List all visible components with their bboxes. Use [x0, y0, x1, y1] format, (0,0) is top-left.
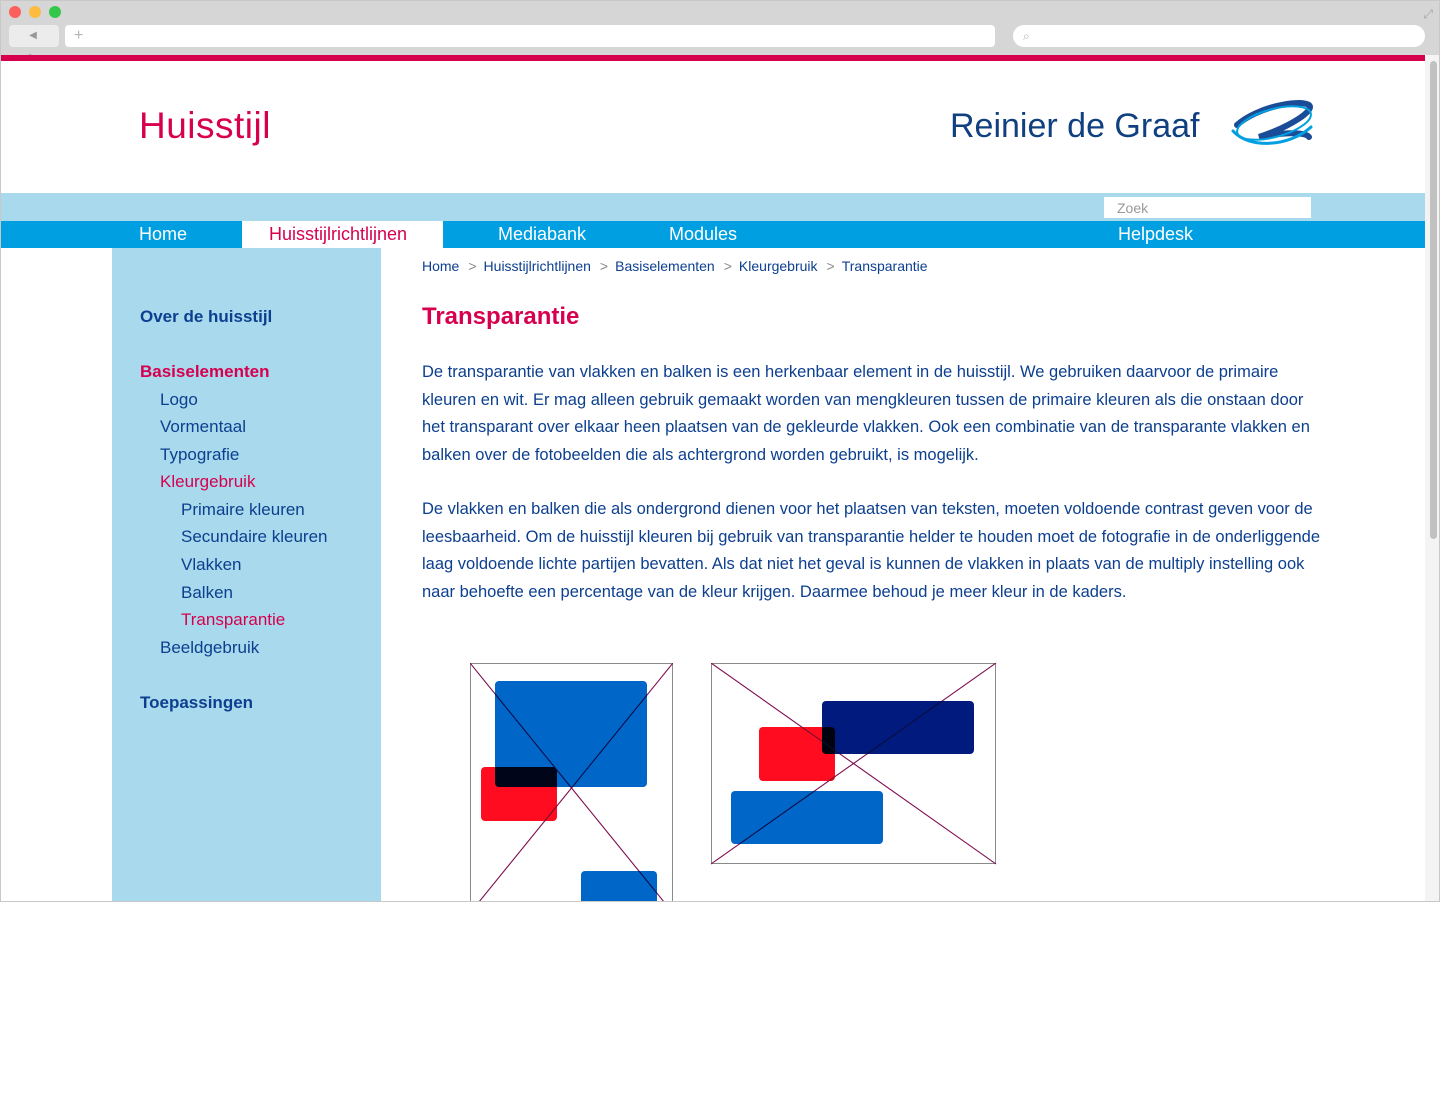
paragraph-1: De transparantie van vlakken en balken is een herkenbaar element in de huisstijl. We gebruiken daarvoor de primaire kleuren en wit. Er mag alleen gebruik gemaakt worden van mengkleuren tussen de primaire kleuren als die onstaan door het transparant over elkaar heen plaatsen van de gekleurde vlakken. Ook een combinatie van de transparante vlakken en balken over de fotobeelden die als achtergrond worden gebruikt, is mogelijk.	[422, 363, 1310, 464]
nav-item-huisstijlrichtlijnen[interactable]: Huisstijlrichtlijnen	[242, 221, 443, 248]
site-brand-title[interactable]: Huisstijl	[139, 105, 271, 146]
nav-item-modules[interactable]: Modules	[669, 224, 738, 244]
browser-toolbar	[1, 1, 1440, 55]
sidebar-item-vormentaal[interactable]: Vormentaal	[160, 417, 246, 436]
sidebar-item-toepassingen[interactable]: Toepassingen	[140, 693, 254, 712]
red-block	[481, 767, 557, 821]
sidebar-item-kleurgebruik[interactable]: Kleurgebruik	[160, 472, 256, 491]
breadcrumb-item-home[interactable]: Home	[422, 258, 460, 274]
top-accent-stripe	[1, 55, 1425, 61]
sidebar-item-typografie[interactable]: Typografie	[160, 445, 240, 464]
breadcrumb-separator: >	[723, 258, 732, 274]
back-forward-buttons[interactable]: ◀	[9, 25, 59, 47]
page-title: Transparantie	[422, 303, 580, 330]
search-icon: ⌕	[1023, 29, 1030, 43]
sidebar-item-transparantie[interactable]: Transparantie	[181, 610, 286, 629]
navy-bar	[822, 701, 974, 754]
blue-bar	[581, 871, 657, 901]
landscape-transparency-example	[711, 663, 997, 865]
breadcrumb-separator: >	[468, 258, 477, 274]
web-page	[1, 55, 1425, 901]
portrait-transparency-example	[470, 663, 673, 901]
sidebar-item-over-de-huisstijl[interactable]: Over de huisstijl	[140, 307, 273, 326]
organization-name[interactable]: Reinier de Graaf	[950, 107, 1200, 145]
browser-search-bar[interactable]	[1013, 25, 1425, 47]
sidebar-item-beeldgebruik[interactable]: Beeldgebruik	[160, 638, 260, 657]
breadcrumb-separator: >	[826, 258, 835, 274]
breadcrumb-separator: >	[599, 258, 609, 274]
nav-item-mediabank[interactable]: Mediabank	[498, 224, 587, 244]
paragraph-2: De vlakken en balken die als ondergrond dienen voor het plaatsen van teksten, moeten voldoende contrast geven voor de leesbaarheid. Om de huisstijl kleuren bij gebruik van transparantie helder te houden moet de fotografie in de onderliggende laag voldoende lichte partijen bevatten. Als dat niet het geval is kunnen de vlakken in plaats van de multiply instelling ook naar behoefte een percentage van de kleur krijgen. Daarmee behoud je meer kleur in de kaders.	[422, 500, 1320, 601]
sidebar-item-logo[interactable]: Logo	[160, 390, 198, 409]
scrollbar-thumb[interactable]	[1430, 61, 1437, 539]
sidebar-item-basiselementen[interactable]: Basiselementen	[140, 362, 270, 381]
breadcrumb-item-basiselementen[interactable]: Basiselementen	[615, 258, 715, 274]
breadcrumb	[422, 258, 928, 274]
sidebar-item-secundaire-kleuren[interactable]: Secundaire kleuren	[181, 527, 328, 546]
red-block	[759, 727, 835, 781]
minimize-window-button[interactable]	[29, 6, 41, 18]
close-window-button[interactable]	[9, 6, 21, 18]
zoom-window-button[interactable]	[49, 6, 61, 18]
nav-item-home[interactable]: Home	[139, 224, 188, 244]
sidebar-item-vlakken[interactable]: Vlakken	[181, 555, 242, 574]
fullscreen-icon[interactable]: ⤢	[1423, 7, 1433, 21]
sidebar-item-primaire-kleuren[interactable]: Primaire kleuren	[181, 500, 305, 519]
address-bar[interactable]: +	[65, 25, 995, 47]
page-scrollbar[interactable]	[1425, 55, 1440, 901]
breadcrumb-item-huisstijlrichtlijnen[interactable]: Huisstijlrichtlijnen	[483, 258, 591, 274]
sidebar-item-balken[interactable]: Balken	[181, 583, 233, 602]
site-search-input[interactable]	[1104, 197, 1311, 218]
sidebar	[112, 248, 381, 901]
organization-logo-icon[interactable]	[1229, 97, 1315, 153]
main-navigation	[1, 221, 1425, 248]
breadcrumb-item-transparantie[interactable]: Transparantie	[841, 258, 928, 274]
nav-item-helpdesk[interactable]: Helpdesk	[1118, 224, 1194, 244]
blue-bar	[731, 791, 883, 844]
breadcrumb-item-kleurgebruik[interactable]: Kleurgebruik	[738, 258, 818, 274]
